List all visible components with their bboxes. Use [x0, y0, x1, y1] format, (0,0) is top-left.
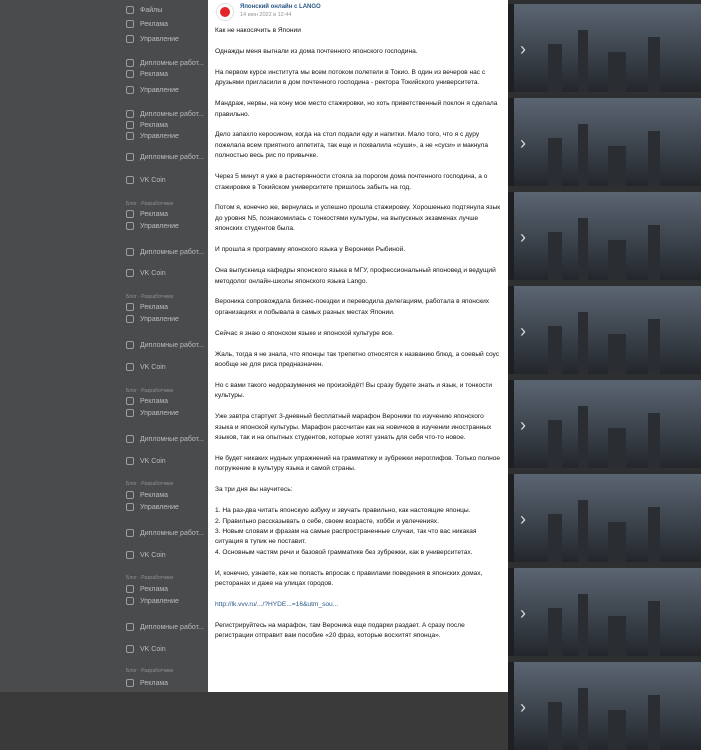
avatar[interactable]: [216, 3, 234, 21]
sidebar-item-label: Реклама: [140, 121, 169, 129]
folder-icon: [126, 248, 134, 256]
chevron-right-icon[interactable]: ›: [520, 697, 526, 717]
settings-icon: [126, 86, 134, 94]
megaphone-icon: [126, 397, 134, 405]
chevron-right-icon[interactable]: ›: [520, 603, 526, 623]
sidebar-item-label: Управление: [140, 222, 179, 230]
sidebar-item[interactable]: [126, 339, 204, 351]
folder-icon: [126, 153, 134, 161]
post-paragraph: Она выпускница кафедры японского языка в МГУ, профессиональный японовед и ведущий методолог онлайн-школы японского языка Lango.: [215, 267, 496, 285]
sidebar-item-label: VK Coin: [140, 551, 166, 559]
sidebar-item-label: Реклама: [140, 585, 169, 593]
sidebar-item[interactable]: [126, 361, 166, 373]
chevron-right-icon[interactable]: ›: [520, 39, 526, 59]
megaphone-icon: [126, 20, 134, 28]
sidebar-item-label: Дипломные работ...: [140, 529, 204, 537]
sidebar-item-label: Управление: [140, 86, 179, 94]
megaphone-icon: [126, 303, 134, 311]
settings-icon: [126, 503, 134, 511]
sidebar-item[interactable]: [126, 84, 179, 96]
sidebar-item-label: VK Coin: [140, 176, 166, 184]
post-paragraph: Но с вами такого недоразумения не произойдёт! Вы сразу будете знать и язык, и тонкости культуры.: [215, 381, 493, 400]
sidebar-item-label: Дипломные работ...: [140, 341, 204, 349]
sidebar-item-label: Управление: [140, 597, 179, 605]
sidebar-item-label: Дипломные работ...: [140, 623, 204, 631]
megaphone-icon: [126, 70, 134, 78]
sidebar-item-label: Дипломные работ...: [140, 248, 204, 256]
media-gallery: [508, 0, 701, 717]
sidebar-item-label: Реклама: [140, 210, 169, 218]
sidebar-item-label: Реклама: [140, 70, 169, 78]
sidebar-item[interactable]: [126, 583, 168, 595]
post-paragraph: Через 5 минут я уже в растерянности стояла за порогом дома почтенного господина, а о стажировке в Токийском университете пришлось забыть на год.: [215, 173, 488, 191]
sidebar-item-label: Дипломные работ...: [140, 59, 204, 67]
post-paragraph: И прошла я программу японского языка у Вероники Рыбиной.: [215, 246, 406, 254]
post-paragraph: За три дня вы научитесь:: [215, 486, 293, 494]
sidebar-item-label: Управление: [140, 409, 179, 417]
sidebar-item[interactable]: [126, 220, 179, 232]
sidebar-item-label: Управление: [140, 132, 179, 140]
sidebar-subtitle: Блог · Разработчики: [126, 201, 174, 207]
sidebar-item-label: Дипломные работ...: [140, 435, 204, 443]
post-paragraph: Мандраж, нервы, на кону мое место стажировки, но хоть приветственный поклон я сделала правильно.: [215, 100, 498, 118]
megaphone-icon: [126, 679, 134, 687]
sidebar-item-label: Управление: [140, 35, 179, 43]
sidebar-item[interactable]: [126, 395, 168, 407]
sidebar-item[interactable]: [126, 301, 168, 313]
coin-icon: [126, 363, 134, 371]
chevron-right-icon[interactable]: ›: [520, 321, 526, 341]
left-sidebar: [0, 0, 208, 692]
gallery-photo[interactable]: [508, 98, 701, 186]
chevron-right-icon[interactable]: ›: [520, 509, 526, 529]
post-link[interactable]: http://lk.vvv.ru/.../?HYDE...=16&utm_sou...: [215, 601, 339, 609]
settings-icon: [126, 409, 134, 417]
sidebar-item[interactable]: [126, 4, 162, 16]
sidebar-item[interactable]: [126, 643, 166, 655]
megaphone-icon: [126, 210, 134, 218]
megaphone-icon: [126, 121, 134, 129]
sidebar-item-label: Файлы: [140, 6, 163, 14]
sidebar-item[interactable]: [126, 246, 204, 258]
sidebar-item[interactable]: [126, 677, 168, 689]
settings-icon: [126, 597, 134, 605]
sidebar-subtitle: Блог · Разработчики: [126, 388, 174, 394]
sidebar-item-label: Дипломные работ...: [140, 110, 204, 118]
folder-icon: [126, 623, 134, 631]
sidebar-item-label: Реклама: [140, 20, 169, 28]
post-paragraph: Уже завтра стартует 3-дневный бесплатный марафон Вероники по изучению японского языка и японской культуры. Марафон рассчитан как на новичков в изучении иностранных языков, так и на опытных студентов, которые хотят узнать для себя что-то новое.: [215, 413, 492, 442]
post-paragraph: Регистрируйтесь на марафон, там Вероника еще подарки раздает. А сразу после регистрации отправит вам пособие «20 фраз, которые восхитят японца».: [215, 621, 465, 640]
sidebar-item[interactable]: [126, 549, 166, 561]
sidebar-subtitle: Блог · Разработчики: [126, 481, 174, 487]
post-paragraph: Не будет никаких нудных упражнений на грамматику и зубрежки иероглифов. Только полное погружение в культуру языка и самой страны.: [215, 454, 501, 473]
sidebar-item[interactable]: [126, 595, 179, 607]
sidebar-item[interactable]: [126, 151, 204, 163]
sidebar-item[interactable]: [126, 130, 179, 142]
gallery-photo[interactable]: [508, 192, 701, 280]
post-header: [216, 3, 321, 21]
sidebar-item-label: Дипломные работ...: [140, 153, 204, 161]
gallery-photo[interactable]: [508, 4, 701, 92]
chevron-right-icon[interactable]: ›: [520, 227, 526, 247]
sidebar-item[interactable]: [126, 455, 166, 467]
sidebar-item[interactable]: [126, 68, 168, 80]
gallery-photo[interactable]: [508, 474, 701, 562]
sidebar-item[interactable]: [126, 527, 204, 539]
post-paragraph: 1. На раз-два читать японскую азбуку и звучать правильно, как настоящие японцы. 2. Правильно рассказывать о себе, своем возрасте, хобби и увлечениях. 3. Новым словам и фразам на самые распространенные случаи, так что вас никакая ситуация в тупик не поставит. 4. Основным частям речи и базовой грамматике без зубрежки, как в университетах.: [215, 507, 477, 556]
sidebar-item-label: VK Coin: [140, 269, 166, 277]
coin-icon: [126, 176, 134, 184]
sidebar-item-label: Управление: [140, 315, 179, 323]
sidebar-item[interactable]: [126, 267, 166, 279]
folder-icon: [126, 529, 134, 537]
settings-icon: [126, 315, 134, 323]
sidebar-item[interactable]: [126, 501, 179, 513]
coin-icon: [126, 457, 134, 465]
megaphone-icon: [126, 491, 134, 499]
settings-icon: [126, 35, 134, 43]
chevron-right-icon[interactable]: ›: [520, 133, 526, 153]
author-name[interactable]: Японский онлайн с LANGO: [240, 4, 321, 10]
gallery-photo[interactable]: [508, 380, 701, 468]
sidebar-item-label: VK Coin: [140, 363, 166, 371]
post-paragraph: Потом я, конечно же, вернулась и успешно прошла стажировку. Хорошенько подтянула язык до уровня N5, познакомилась с тонкостями культуры, на выпускных экзаменах лучше японских студентов была.: [215, 204, 501, 233]
folder-icon: [126, 59, 134, 67]
sidebar-item-label: Реклама: [140, 491, 169, 499]
sidebar-item[interactable]: [126, 433, 204, 445]
settings-icon: [126, 132, 134, 140]
sidebar-subtitle: Блог · Разработчики: [126, 575, 174, 581]
post-paragraph: Вероника сопровождала бизнес-поездки и переводила делегациям, работала в японских организациях и побывала в самых разных местах Японии.: [215, 298, 490, 316]
post-body: [215, 26, 501, 652]
post-paragraph: Однажды меня выгнали из дома почтенного японского господина.: [215, 47, 418, 55]
sidebar-subtitle: Блог · Разработчики: [126, 294, 174, 300]
post-paragraph: И, конечно, узнаете, как не попасть впросак с правилами поведения в японских домах, ресторанах и даже на улицах городов.: [215, 569, 483, 588]
megaphone-icon: [126, 585, 134, 593]
sidebar-item[interactable]: [126, 18, 168, 30]
folder-icon: [126, 110, 134, 118]
folder-icon: [126, 341, 134, 349]
gallery-photo[interactable]: [508, 568, 701, 656]
post-paragraph: Жаль, тогда я не знала, что японцы так трепетно относятся к названию блюд, а соевый соус вообще не для риса предназначен.: [215, 350, 500, 369]
sidebar-item[interactable]: [126, 174, 166, 186]
sidebar-item-label: VK Coin: [140, 645, 166, 653]
sidebar-item-label: VK Coin: [140, 457, 166, 465]
gallery-photo[interactable]: [508, 286, 701, 374]
post-date[interactable]: 14 июн 2022 в 12:44: [240, 12, 292, 18]
sidebar-subtitle: Блог · Разработчики: [126, 668, 174, 674]
sidebar-item-label: Реклама: [140, 397, 169, 405]
coin-icon: [126, 645, 134, 653]
brand-logo-icon: [220, 7, 230, 17]
sidebar-item-label: Реклама: [140, 303, 169, 311]
sidebar-item-label: Реклама: [140, 679, 169, 687]
folder-icon: [126, 435, 134, 443]
file-icon: [126, 6, 134, 14]
sidebar-item[interactable]: [126, 407, 179, 419]
sidebar-item[interactable]: [126, 621, 204, 633]
post-paragraph: Сейчас я знаю о японском языке и японской культуре все.: [215, 329, 394, 337]
sidebar-item[interactable]: [126, 33, 179, 45]
sidebar-item[interactable]: [126, 313, 179, 325]
sidebar-item-label: Управление: [140, 503, 179, 511]
gallery-photo[interactable]: [508, 662, 701, 750]
settings-icon: [126, 222, 134, 230]
coin-icon: [126, 551, 134, 559]
post-paragraph: Дело запахло керосином, когда на стол подали еду и напитки. Мало того, что я с дуру пожелала всем приятного аппетита, так еще и похвалила «суши», а не «суси» и макнула полностью весь рис по привычке.: [215, 131, 489, 160]
sidebar-item[interactable]: [126, 208, 168, 220]
sidebar-item[interactable]: [126, 489, 168, 501]
post-paragraph: На первом курсе института мы всем потоком полетели в Токио. В один из вечеров нас с друзьями пригласили в дом почтенного господина - ректора Токийского университета.: [215, 68, 486, 87]
coin-icon: [126, 269, 134, 277]
post-paragraph: Как не накосячить в Японии: [215, 27, 301, 34]
post-card: [208, 0, 508, 692]
chevron-right-icon[interactable]: ›: [520, 415, 526, 435]
